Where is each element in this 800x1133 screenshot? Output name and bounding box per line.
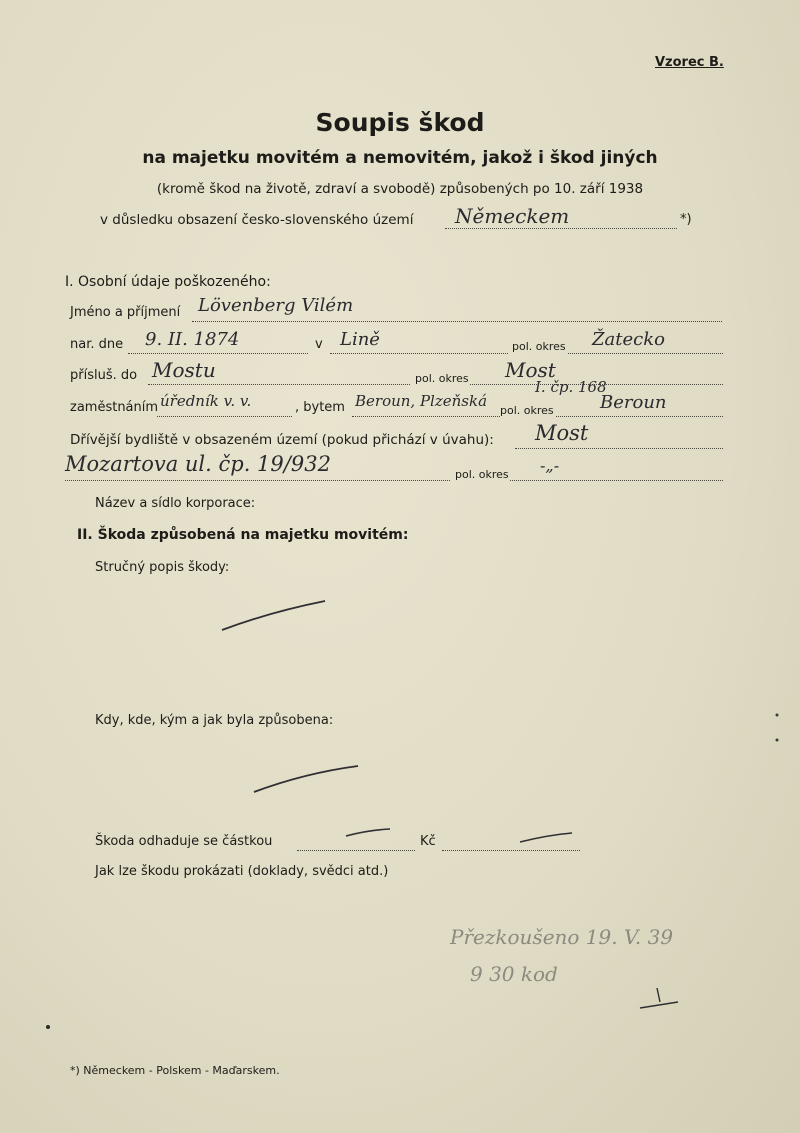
territory-value: Německem (455, 204, 570, 228)
residence-value: Beroun, Plzeňská (355, 392, 488, 410)
former-district-label: pol. okres (455, 468, 509, 481)
born-district-value: Žatecko (592, 329, 665, 350)
born-value: 9. II. 1874 (145, 329, 240, 350)
currency-dash-stroke (520, 833, 572, 842)
description-dash-stroke (222, 601, 325, 630)
territory-label: v důsledku obsazení česko-slovenského území (100, 212, 414, 228)
domicile-value: Mostu (152, 358, 216, 382)
damage-description-label: Stručný popis škody: (95, 560, 230, 575)
edge-mark-2 (776, 739, 779, 742)
corporation-label: Název a sídlo korporace: (95, 496, 256, 511)
form-subtitle: na majetku movitém a nemovitém, jakož i škod jiných (142, 148, 658, 168)
occupation-label: zaměstnáním (70, 400, 159, 415)
section1-heading: I. Osobní údaje poškozeného: (65, 274, 271, 290)
edge-mark-1 (776, 714, 779, 717)
damage-when-label: Kdy, kde, kým a jak byla způsobena: (95, 713, 334, 728)
estimate-label: Škoda odhaduje se částkou (95, 834, 273, 849)
lower-tick-stroke (657, 988, 660, 1002)
name-value: Lövenberg Vilém (198, 295, 354, 316)
pencil-annotation-date: Přezkoušeno 19. V. 39 (450, 925, 674, 949)
currency-label: Kč (420, 834, 436, 849)
lower-dash-stroke (640, 1002, 678, 1008)
pencil-annotation-code: 9 30 kod (470, 962, 558, 986)
residence-district-value: Beroun (600, 392, 667, 413)
estimate-dash-stroke (346, 829, 390, 836)
born-place-label: v (315, 337, 323, 352)
domicile-label: přísluš. do (70, 368, 138, 383)
footnote: *) Německem - Polskem - Maďarskem. (70, 1064, 280, 1077)
former-address-value: Mozartova ul. čp. 19/932 (65, 452, 331, 476)
residence-district-label: pol. okres (500, 404, 554, 417)
born-district-label: pol. okres (512, 340, 566, 353)
proof-label: Jak lze škodu prokázati (doklady, svědci atd.) (95, 864, 389, 879)
former-residence-value: Most (535, 421, 589, 445)
domicile-district-label: pol. okres (415, 372, 469, 385)
name-label: Jméno a příjmení (70, 305, 181, 320)
when-dash-stroke (254, 766, 358, 792)
form-title: Soupis škod (315, 108, 485, 137)
section2-heading: II. Škoda způsobená na majetku movitém: (77, 527, 409, 543)
domicile-district-value: Most (505, 358, 556, 382)
residence-extra: I. čp. 168 (535, 378, 607, 396)
residence-label: , bytem (295, 400, 345, 415)
form-scope-line: (kromě škod na životě, zdraví a svobodě) způsobených po 10. září 1938 (156, 181, 644, 197)
occupation-value: úředník v. v. (160, 392, 252, 410)
form-code: Vzorec B. (655, 55, 724, 70)
ink-dot (46, 1025, 50, 1029)
born-place-value: Lině (340, 329, 380, 350)
born-label: nar. dne (70, 337, 124, 352)
former-district-value: -„- (540, 456, 560, 475)
former-residence-label: Dřívější bydliště v obsazeném území (pokud přichází v úvahu): (70, 432, 494, 448)
territory-footnote-mark: *) (680, 212, 692, 227)
